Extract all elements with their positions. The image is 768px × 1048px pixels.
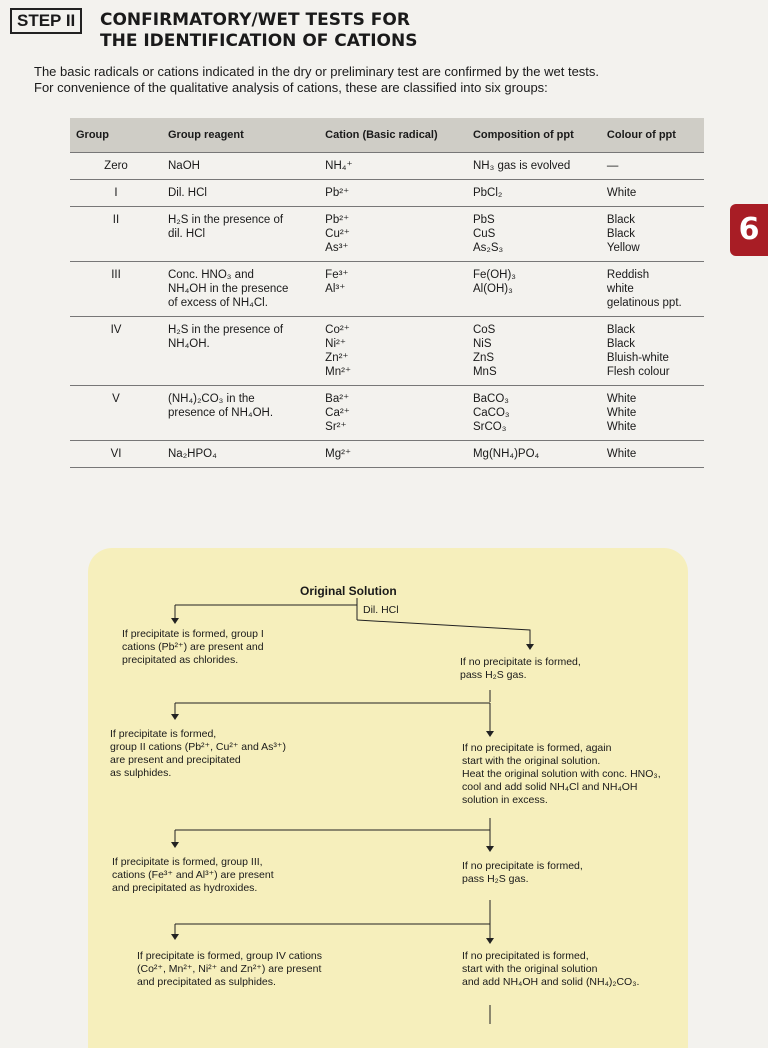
cell-reagent-line: presence of NH₄OH. <box>168 407 274 419</box>
cell-cation-line: Sr²⁺ <box>325 421 347 433</box>
cell-cation-line: Mn²⁺ <box>325 366 352 378</box>
flow-text-line: as sulphides. <box>110 767 172 779</box>
flow-group1-precipitate <box>122 628 342 667</box>
flow-text-line: start with the original solution <box>462 963 598 975</box>
flow-text-line: If no precipitate is formed, <box>460 656 581 668</box>
flow-text-line: pass H₂S gas. <box>462 873 529 885</box>
flow-text-line: and precipitated as hydroxides. <box>112 882 258 894</box>
cell-cation-line: Cu²⁺ <box>325 228 350 240</box>
cell-reagent-line: (NH₄)₂CO₃ in the <box>168 393 255 405</box>
cell-reagent-line: of excess of NH₄Cl. <box>168 297 268 309</box>
flow-text-line: If precipitate is formed, group I <box>122 628 264 640</box>
flow-text-line: If no precipitated is formed, <box>462 950 589 962</box>
cell-colour-line: White <box>606 187 637 199</box>
cell-group: V <box>70 386 162 441</box>
chapter-tab: 6 <box>730 204 768 256</box>
cell-cation-line: Fe³⁺ <box>325 269 349 281</box>
cell-ppt-line: NH₃ gas is evolved <box>472 160 571 172</box>
flow-text-line: precipitated as chlorides. <box>122 654 239 666</box>
cell-colour-line: White <box>606 448 637 460</box>
cell-colour-line: Black <box>606 324 636 336</box>
cell-cation-line: Ni²⁺ <box>325 338 346 350</box>
header-group: Group <box>70 118 162 153</box>
cell-colour-line: Black <box>606 214 636 226</box>
flow-text-line: start with the original solution. <box>462 755 601 767</box>
flow-group4-precipitate <box>137 950 397 989</box>
cell-colour-line: White <box>606 421 637 433</box>
flow-group2-no-precipitate <box>462 742 682 807</box>
cell-colour-line: white <box>606 283 634 295</box>
cell-colour-line: Reddish <box>606 269 650 281</box>
cell-group: VI <box>70 441 162 468</box>
cell-ppt-line: SrCO₃ <box>472 421 507 433</box>
header-reagent: Group reagent <box>162 118 319 153</box>
flow-text-line: If precipitate is formed, group III, <box>112 856 263 868</box>
cell-ppt-line: PbCl₂ <box>472 187 503 199</box>
flow-text-line: cations (Pb²⁺) are present and <box>122 641 264 653</box>
cell-ppt-line: NiS <box>472 338 492 350</box>
flow-text-line: cations (Fe³⁺ and Al³⁺) are present <box>112 869 274 881</box>
cell-reagent-line: Dil. HCl <box>168 187 207 199</box>
flow-text-line: (Co²⁺, Mn²⁺, Ni²⁺ and Zn²⁺) are present <box>137 963 322 975</box>
flow-group3-precipitate <box>112 856 352 895</box>
flow-text-line: group II cations (Pb²⁺, Cu²⁺ and As³⁺) <box>110 741 286 753</box>
title-line-1: CONFIRMATORY/WET TESTS FOR <box>100 10 410 30</box>
flow-text-line: cool and add solid NH₄Cl and NH₄OH <box>462 781 638 793</box>
header-cation: Cation (Basic radical) <box>319 118 467 153</box>
cell-group: Zero <box>70 153 162 180</box>
cell-cation-line: NH₄⁺ <box>325 160 353 172</box>
flow-group4-no-precipitate <box>462 950 682 989</box>
cell-ppt-line: PbS <box>472 214 495 226</box>
flow-text-line: and precipitated as sulphides. <box>137 976 276 988</box>
flow-text-line: If precipitate is formed, group IV cations <box>137 950 323 962</box>
title-line-2: THE IDENTIFICATION OF CATIONS <box>100 31 418 51</box>
cell-cation-line: Mg²⁺ <box>325 448 352 460</box>
cell-ppt-line: CoS <box>472 324 496 336</box>
cell-reagent-line: Conc. HNO₃ and <box>168 269 254 281</box>
cell-ppt-line: ZnS <box>472 352 495 364</box>
flow-text-line: If no precipitate is formed, <box>462 860 583 872</box>
cell-reagent-line: H₂S in the presence of <box>168 214 284 226</box>
cell-colour-line: White <box>606 407 637 419</box>
cell-colour-line: Black <box>606 338 636 350</box>
cell-cation-line: Ba²⁺ <box>325 393 350 405</box>
flow-text-line: Heat the original solution with conc. HNO₃, <box>462 768 661 780</box>
cell-ppt-line: Al(OH)₃ <box>472 283 513 295</box>
flow-text-line: are present and precipitated <box>110 754 241 766</box>
cell-group: I <box>70 180 162 207</box>
cell-cation-line: Al³⁺ <box>325 283 346 295</box>
flow-original-solution: Original Solution <box>300 584 397 598</box>
cell-ppt-line: Mg(NH₄)PO₄ <box>472 448 540 460</box>
cell-colour-line: Flesh colour <box>606 366 670 378</box>
cell-colour-line: gelatinous ppt. <box>606 297 682 309</box>
cell-colour-line: Yellow <box>606 242 640 254</box>
flow-text-line: If no precipitate is formed, again <box>462 742 612 754</box>
flow-text-line: If precipitate is formed, <box>110 728 217 740</box>
cell-reagent-line: NaOH <box>168 160 200 172</box>
intro-line-2: For convenience of the qualitative analysis of cations, these are classified into six groups: <box>34 80 548 95</box>
flow-group1-no-precipitate <box>460 656 680 682</box>
cell-ppt-line: Fe(OH)₃ <box>472 269 516 281</box>
cell-cation-line: As³⁺ <box>325 242 349 254</box>
cell-group: II <box>70 207 162 262</box>
flow-text-line: solution in excess. <box>462 794 548 806</box>
cell-reagent-line: H₂S in the presence of <box>168 324 284 336</box>
cell-cation-line: Zn²⁺ <box>325 352 349 364</box>
cell-ppt-line: CuS <box>472 228 496 240</box>
cell-ppt-line: MnS <box>472 366 497 378</box>
cell-reagent-line: NH₄OH in the presence <box>168 283 289 295</box>
cell-cation-line: Pb²⁺ <box>325 187 350 199</box>
flow-text-line: and add NH₄OH and solid (NH₄)₂CO₃. <box>462 976 640 988</box>
cell-colour-line: — <box>606 160 619 172</box>
cell-colour-line: Bluish-white <box>606 352 669 364</box>
intro-line-1: The basic radicals or cations indicated in the dry or preliminary test are confirmed by the wet tests. <box>34 64 600 79</box>
cell-ppt-line: BaCO₃ <box>472 393 509 405</box>
flow-group3-no-precipitate <box>462 860 682 886</box>
flow-group2-precipitate <box>110 728 350 780</box>
cell-ppt-line: CaCO₃ <box>472 407 510 419</box>
cell-cation-line: Co²⁺ <box>325 324 350 336</box>
cell-reagent-line: dil. HCl <box>168 228 206 240</box>
cell-cation-line: Ca²⁺ <box>325 407 350 419</box>
flow-reagent-dil-hcl: Dil. HCl <box>363 604 399 616</box>
cell-colour-line: White <box>606 393 637 405</box>
cell-group: IV <box>70 317 162 386</box>
cell-reagent-line: Na₂HPO₄ <box>168 448 217 460</box>
cell-reagent-line: NH₄OH. <box>168 338 210 350</box>
step-label: STEP II <box>10 8 82 34</box>
cell-colour-line: Black <box>606 228 636 240</box>
cell-cation-line: Pb²⁺ <box>325 214 350 226</box>
cell-ppt-line: As₂S₃ <box>472 242 504 254</box>
header-colour: Colour of ppt <box>601 118 704 153</box>
header-ppt: Composition of ppt <box>467 118 601 153</box>
cell-group: III <box>70 262 162 317</box>
flow-text-line: pass H₂S gas. <box>460 669 527 681</box>
